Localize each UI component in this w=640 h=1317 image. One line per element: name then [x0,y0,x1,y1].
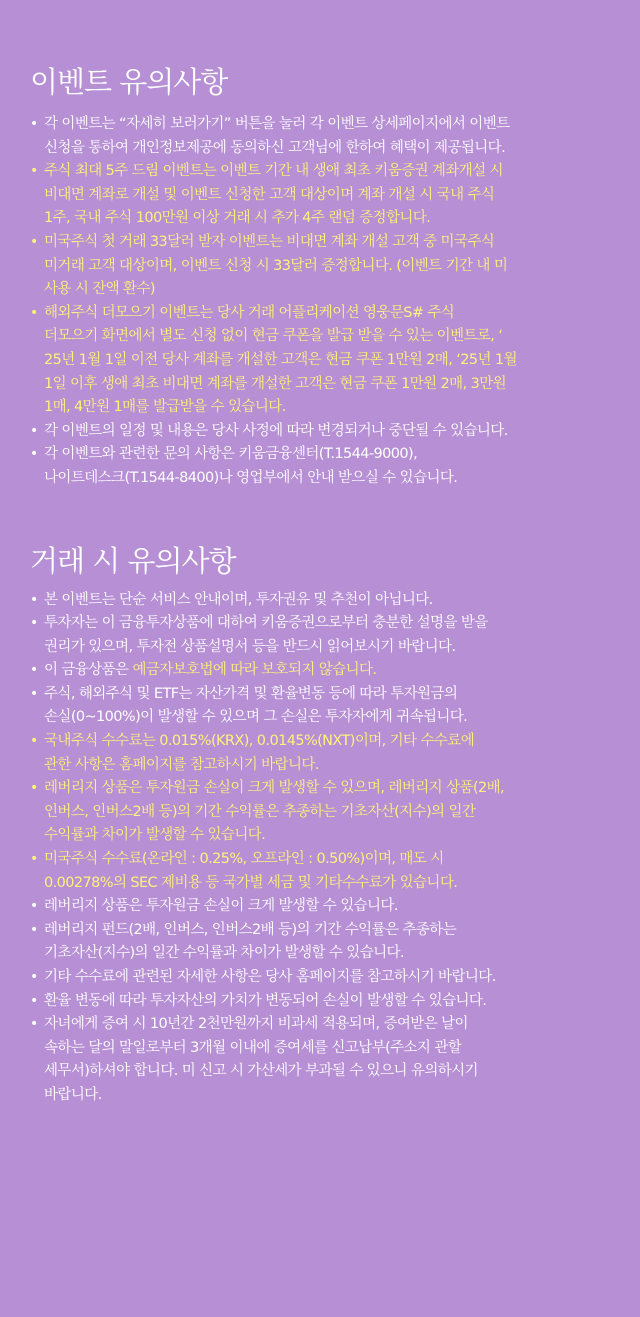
bullet-icon: • [30,921,38,938]
list-item: • 주식, 해외주식 및 ETF는 자산가격 및 환율변동 등에 따라 투자원금의 손실(0~100%)이 발생할 수 있으며 그 손실은 투자자에게 귀속됩니다. [30,683,618,730]
list-item: • 각 이벤트와 관련한 문의 사항은 키움금융센터(T.1544-9000), 나이트데스크(T.1544-8400)나 영업부에서 안내 받으실 수 있습니다. [30,443,618,490]
bullet-icon: • [30,233,38,250]
bullet-icon: • [30,898,38,915]
list-item: • 주식 최대 5주 드림 이벤트는 이벤트 기간 내 생애 최초 키움증권 계좌개설 시 비대면 계좌로 개설 및 이벤트 신청한 고객 대상이며 계좌 개설 시 국내 주식 1주, 국내 주식 100만원 이상 거래 시 추가 4주 랜덤 증정합니다. [30,160,618,231]
bullet-icon: • [30,662,38,679]
bullet-icon: • [30,116,38,132]
bullet-icon: • [30,969,38,985]
event-notice-title: 이벤트 유의사항 [30,65,228,99]
bullet-icon: • [30,780,38,797]
list-item: • 이 금융상품은 예금자보호법에 따라 보호되지 않습니다. [30,659,618,683]
bullet-icon: • [30,446,38,463]
highlighted-text: 예금자보호법에 따라 보호되지 않습니다. [132,662,377,679]
trading-notice-title: 거래 시 유의사항 [30,543,236,578]
list-item: • 환율 변동에 따라 투자자산의 가치가 변동되어 손실이 발생할 수 있습니다. [30,990,618,1014]
event-notice-list [30,113,618,491]
bullet-icon: • [30,615,38,632]
list-item: • 레버리지 펀드(2배, 인버스, 인버스2배 등)의 기간 수익률은 추종하는 기초자산(지수)의 일간 수익률과 차이가 발생할 수 있습니다. [30,919,618,966]
list-item: • 각 이벤트는 “자세히 보러가기” 버튼을 눌러 각 이벤트 상세페이지에서 이벤트 신청을 통하여 개인정보제공에 동의하신 고객님에 한하여 혜택이 제공됩니다. [30,113,618,160]
bullet-icon: • [30,304,38,321]
list-item: • 기타 수수료에 관련된 자세한 사항은 당사 홈페이지를 참고하시기 바랍니다. [30,966,618,990]
list-item: • 국내주식 수수료는 0.015%(KRX), 0.0145%(NXT)이며, 기타 수수료에 관한 사항은 홈페이지를 참고하시기 바랍니다. [30,730,618,777]
list-item: • 본 이벤트는 단순 서비스 안내이며, 투자권유 및 추천이 아닙니다. [30,589,618,613]
list-item: • 자녀에게 증여 시 10년간 2천만원까지 비과세 적용되며, 증여받은 날이 속하는 달의 말일로부터 3개월 이내에 증여세를 신고납부(주소지 관할 세무서)하셔야 합니다. 미 신고 시 가산세가 부과될 수 있으니 유의하시기 바랍니다. [30,1013,618,1107]
trading-notice-list [30,589,618,1108]
list-item: • 레버리지 상품은 투자원금 손실이 크게 발생할 수 있으며, 레버리지 상품(2배, 인버스, 인버스2배 등)의 기간 수익률은 추종하는 기초자산(지수)의 일간 수익률과 차이가 발생할 수 있습니다. [30,777,618,848]
bullet-icon: • [30,685,38,702]
list-item: • 미국주식 수수료(온라인 : 0.25%, 오프라인 : 0.50%)이며, 매도 시 0.00278%의 SEC 제비용 등 국가별 세금 및 기타수수료가 있습니다. [30,848,618,895]
bullet-icon: • [30,163,38,180]
list-item: • 해외주식 더모으기 이벤트는 당사 거래 어플리케이션 영웅문S# 주식 더모으기 화면에서 별도 신청 없이 현금 쿠폰을 발급 받을 수 있는 이벤트로, ‘ 25년 1월 1일 이전 당사 계좌를 개설한 고객은 현금 쿠폰 1만원 2매, ‘25년 1월 1일 이후 생애 최초 비대면 계좌를 개설한 고객은 현금 쿠폰 1만원 2매, 3만원 1매, 4만원 1매를 발급받을 수 있습니다. [30,302,618,420]
bullet-icon: • [30,591,38,608]
list-item: • 투자자는 이 금융투자상품에 대하여 키움증권으로부터 충분한 설명을 받을 권리가 있으며, 투자전 상품설명서 등을 반드시 읽어보시기 바랍니다. [30,612,618,659]
list-item: • 미국주식 첫 거래 33달러 받자 이벤트는 비대면 계좌 개설 고객 중 미국주식 미거래 고객 대상이며, 이벤트 신청 시 33달러 증정합니다. (이벤트 기간 내 미 사용 시 잔액 환수) [30,231,618,302]
list-item: • 각 이벤트의 일정 및 내용은 당사 사정에 따라 변경되거나 중단될 수 있습니다. [30,420,618,444]
bullet-icon: • [30,992,38,1009]
bullet-icon: • [30,851,38,868]
bullet-icon: • [30,733,38,750]
list-item: • 레버리지 상품은 투자원금 손실이 크게 발생할 수 있습니다. [30,895,618,919]
bullet-icon: • [30,422,38,439]
bullet-icon: • [30,1016,38,1033]
